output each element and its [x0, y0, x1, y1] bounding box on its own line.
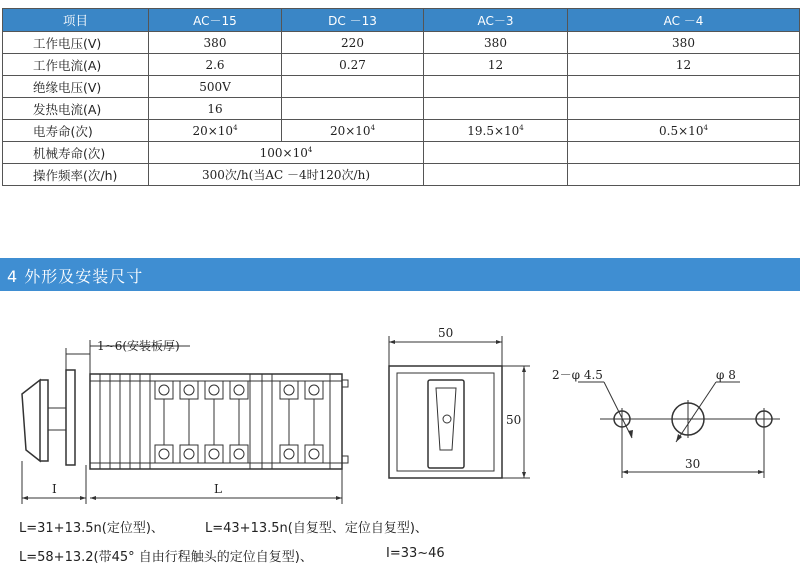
table-cell: [424, 76, 568, 98]
row-label: 操作频率(次/h): [3, 164, 149, 186]
table-cell: [424, 164, 568, 186]
row-label: 绝缘电压(V): [3, 76, 149, 98]
value-exponent: 4: [370, 123, 376, 132]
value-base: 100×10: [259, 145, 308, 160]
terminal-row-bottom: [155, 445, 323, 463]
handle-slot: [428, 380, 464, 468]
table-cell: 0.27: [282, 54, 424, 76]
value-base: 0.5×10: [659, 123, 704, 138]
table-cell: [282, 98, 424, 120]
row-label: 电寿命(次): [3, 120, 149, 142]
formula-i-range: I=33~46: [386, 546, 445, 561]
table-cell: [568, 120, 800, 142]
header-ac3: AC－3: [424, 9, 568, 32]
value-exponent: 4: [233, 123, 238, 132]
table-row: [3, 76, 800, 98]
value-base: 20×10: [192, 123, 234, 138]
table-cell-merged: 300次/h(当AC －4时120次/h): [149, 164, 424, 186]
formula-self-reset: L=43+13.5n(自复型、定位自复型)、: [205, 521, 428, 536]
header-dc13: DC －13: [282, 9, 424, 32]
front-panel-view: [389, 326, 530, 478]
rear-stud: [342, 456, 348, 463]
row-label: 发热电流(A): [3, 98, 149, 120]
table-cell: 380: [568, 32, 800, 54]
table-cell: 500V: [149, 76, 282, 98]
value-exponent: 4: [703, 123, 708, 132]
table-cell: [568, 164, 800, 186]
row-label: 工作电压(V): [3, 32, 149, 54]
header-item: 项目: [3, 9, 149, 32]
table-row: [3, 32, 800, 54]
panel-outline: [389, 366, 502, 478]
formula-free-travel: L=58+13.2(带45° 自由行程触头的定位自复型)、: [19, 550, 313, 565]
value-exponent: 4: [519, 123, 524, 132]
table-cell: 380: [424, 32, 568, 54]
table-cell: [424, 142, 568, 164]
value-base: 19.5×10: [467, 123, 520, 138]
dim-large-l: L: [214, 482, 222, 496]
thickness-dimension: [66, 338, 190, 374]
mounting-holes-view: [552, 368, 780, 478]
table-cell: [282, 76, 424, 98]
table-cell: 380: [149, 32, 282, 54]
header-ac4: AC －4: [568, 9, 800, 32]
handle: [436, 388, 456, 450]
table-header-row: [3, 9, 800, 32]
table-cell: 2.6: [149, 54, 282, 76]
large-hole-label: φ 8: [716, 368, 736, 382]
value-base: 20×10: [329, 123, 371, 138]
switch-side-view: [22, 370, 348, 469]
small-hole-label: 2－φ 4.5: [552, 368, 603, 382]
panel-height-label: 50: [506, 413, 522, 427]
table-cell: [568, 142, 800, 164]
hole-spacing-label: 30: [685, 457, 701, 471]
table-row: [3, 142, 800, 164]
table-cell: 16: [149, 98, 282, 120]
table-cell: [424, 98, 568, 120]
table-cell: 220: [282, 32, 424, 54]
switch-body: [90, 374, 342, 469]
value-exponent: 4: [307, 145, 313, 154]
table-cell: 12: [424, 54, 568, 76]
formula-positioning: L=31+13.5n(定位型)、: [19, 521, 164, 536]
mounting-plate: [66, 370, 75, 465]
terminal-row-top: [155, 381, 323, 399]
dim-small-l: I: [52, 482, 57, 496]
table-cell: [424, 120, 568, 142]
dimension-drawing: [0, 318, 800, 518]
spec-table: [2, 8, 800, 186]
table-cell-merged: [149, 142, 424, 164]
table-cell: [149, 120, 282, 142]
header-ac15: AC－15: [149, 9, 282, 32]
rear-stud: [342, 380, 348, 387]
table-row: [3, 164, 800, 186]
table-cell: [282, 120, 424, 142]
row-label: 工作电流(A): [3, 54, 149, 76]
table-cell: [568, 98, 800, 120]
length-dimensions: [22, 461, 342, 504]
knob-front: [40, 380, 48, 461]
table-cell: 12: [568, 54, 800, 76]
row-label: 机械寿命(次): [3, 142, 149, 164]
section-title: 4 外形及安装尺寸: [7, 267, 144, 286]
table-row: [3, 120, 800, 142]
table-cell: [568, 76, 800, 98]
section-banner: [0, 258, 800, 291]
knob-shaft: [48, 408, 66, 430]
panel-width-label: 50: [438, 326, 454, 340]
handle-indicator: [443, 415, 451, 423]
table-row: [3, 98, 800, 120]
knob-shape: [22, 380, 40, 461]
thickness-label: 1~6(安装板厚): [97, 339, 180, 353]
table-row: [3, 54, 800, 76]
